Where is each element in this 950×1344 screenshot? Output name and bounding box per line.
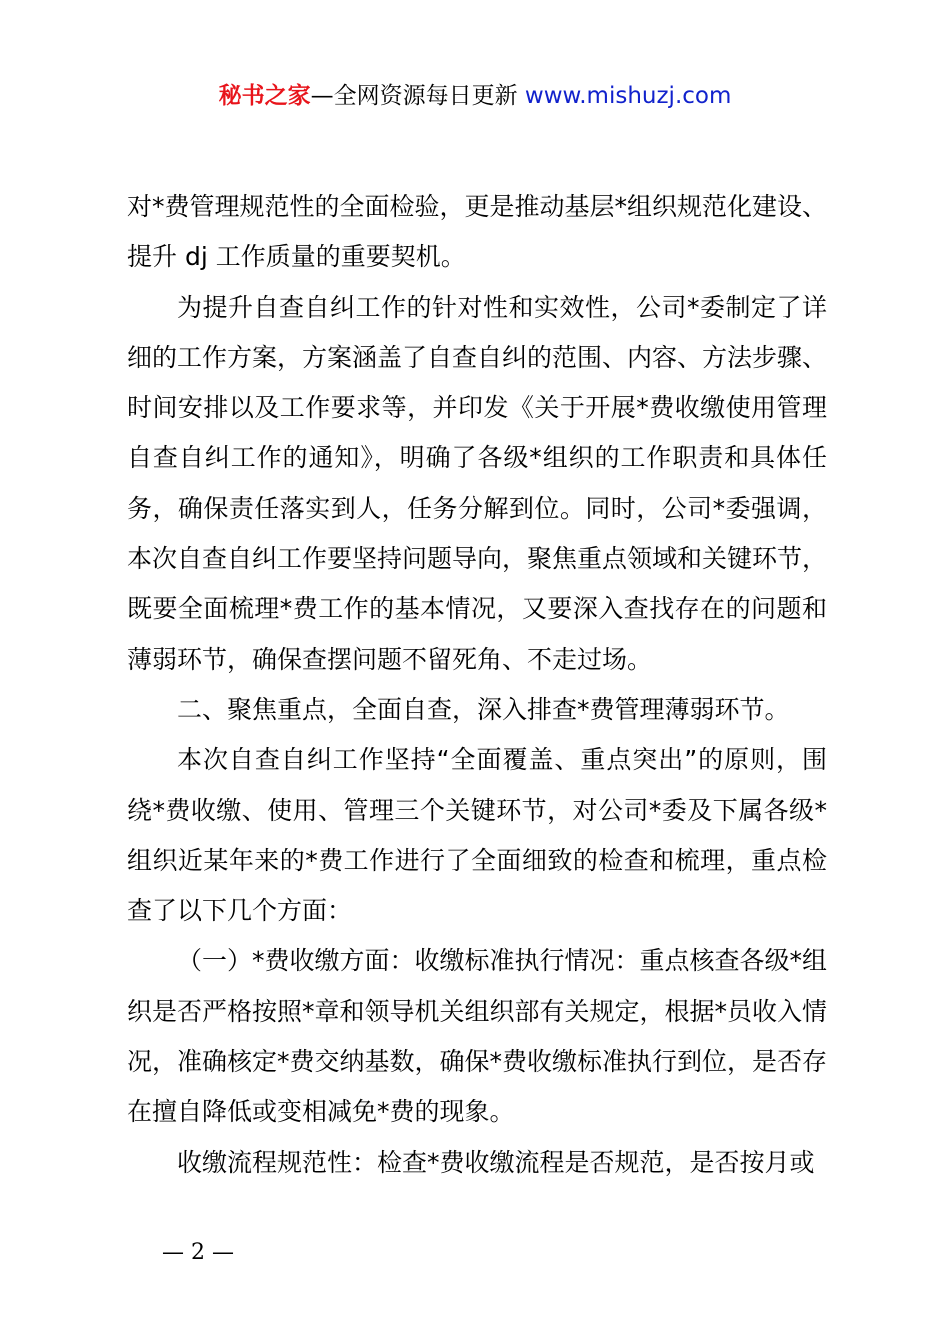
paragraph: （一）*费收缴方面：收缴标准执行情况：重点核查各级*组织是否严格按照*章和领导机关组织部有关规定，根据*员收入情况，准确核定*费交纳基数，确保*费收缴标准执行到位，是否存在擅自降低或变相减免*费的现象。 xyxy=(127,946,828,1127)
page-number: — 2 — xyxy=(162,1240,234,1265)
paragraph: 本次自查自纠工作坚持“全面覆盖、重点突出”的原则，围绕*费收缴、使用、管理三个关键环节，对公司*委及下属各级*组织近某年来的*费工作进行了全面细致的检查和梳理，重点检查了以下几个方面： xyxy=(127,745,827,926)
paragraph: 为提升自查自纠工作的针对性和实效性，公司*委制定了详细的工作方案，方案涵盖了自查自纠的范围、内容、方法步骤、时间安排以及工作要求等，并印发《关于开展*费收缴使用管理自查自纠工作的通知》，明确了各级*组织的工作职责和具体任务，确保责任落实到人，任务分解到位。同时，公司*委强调，本次自查自纠工作要坚持问题导向，聚焦重点领域和关键环节，既要全面梳理*费工作的基本情况，又要深入查找存在的问题和薄弱环节，确保查摆问题不留死角、不走过场。 xyxy=(127,292,828,674)
paragraph-continuation: 对*费管理规范性的全面检验，更是推动基层*组织规范化建设、提升 dj 工作质量的重要契机。 xyxy=(127,192,828,272)
section-heading: 二、聚焦重点，全面自查，深入排查*费管理薄弱环节。 xyxy=(177,694,790,724)
brand-name: 秘书之家 xyxy=(218,83,311,109)
document-body xyxy=(127,182,827,1188)
paragraph: 收缴流程规范性：检查*费收缴流程是否规范，是否按月或 xyxy=(177,1147,815,1177)
website-link[interactable]: www.mishuzj.com xyxy=(524,83,732,109)
page-header xyxy=(0,80,950,112)
header-tagline: —全网资源每日更新 xyxy=(310,83,525,109)
